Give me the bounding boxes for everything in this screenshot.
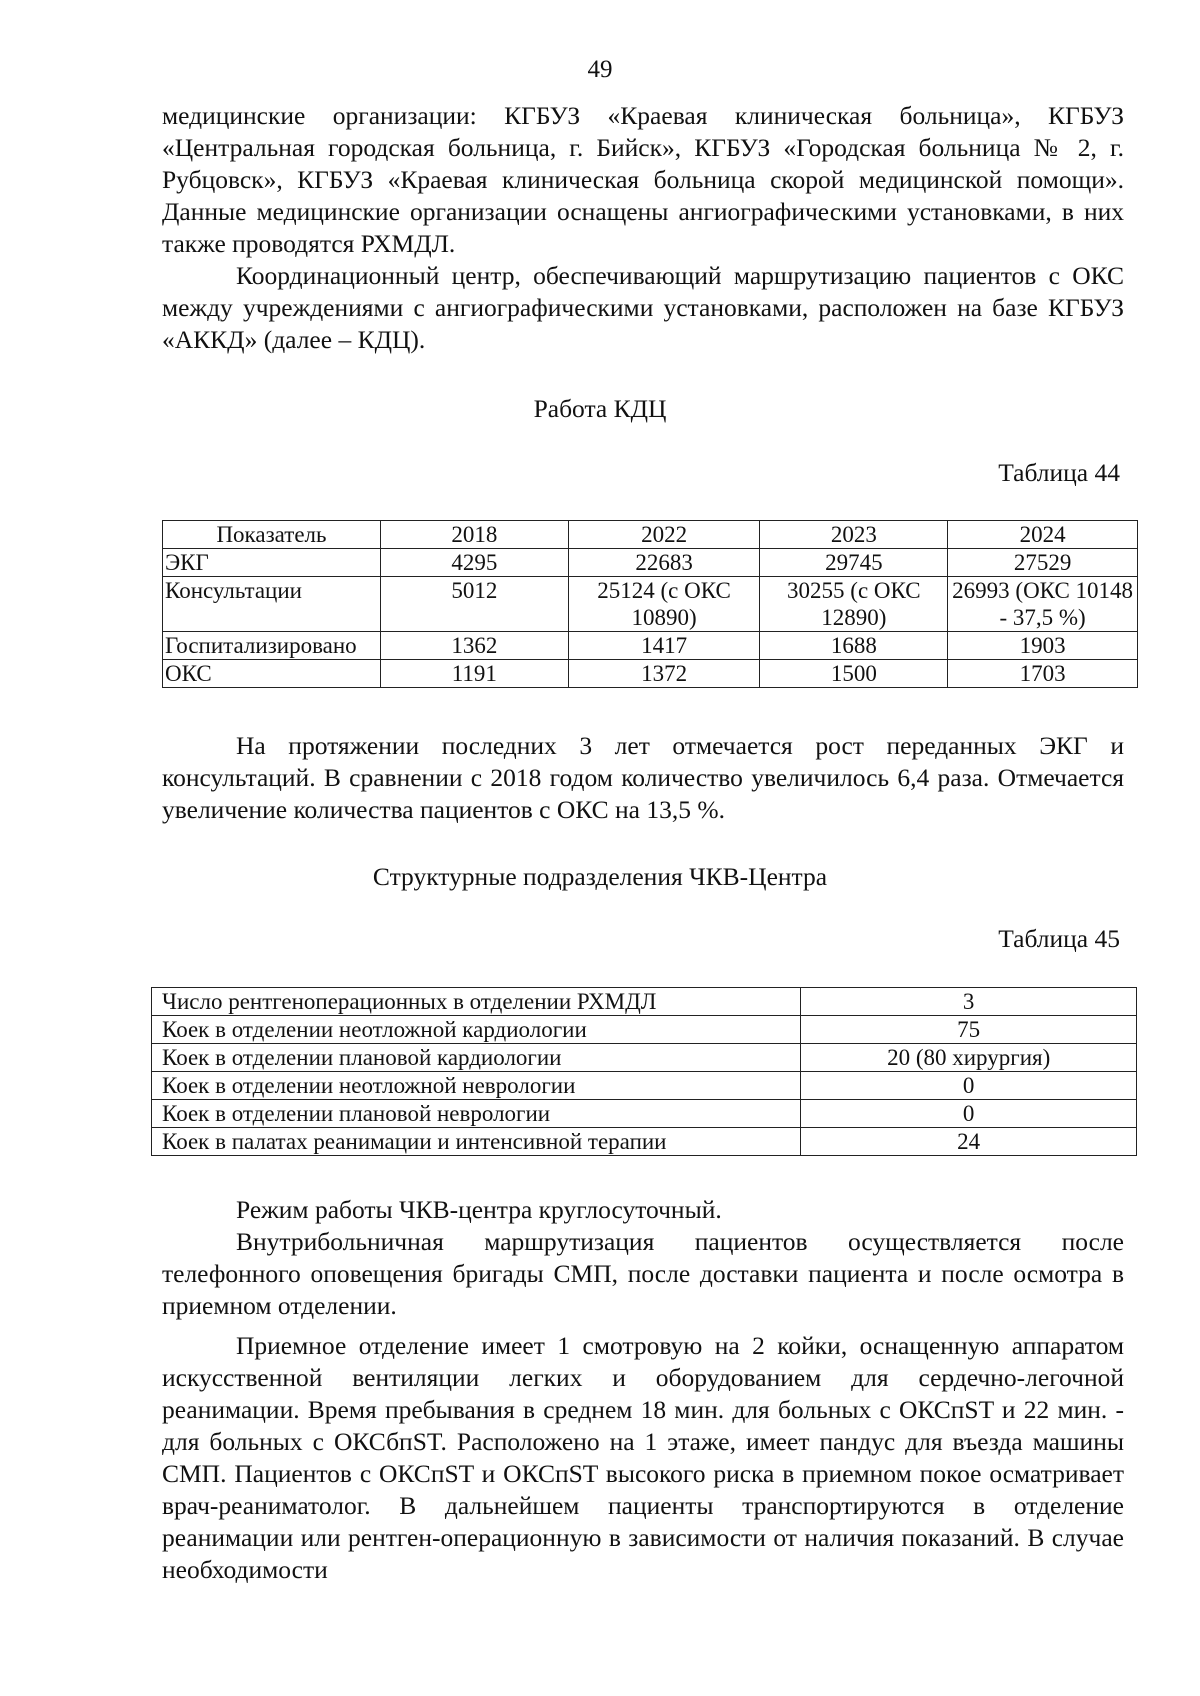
table-row bbox=[152, 1128, 1137, 1156]
table45-heading: Структурные подразделения ЧКВ-Центра bbox=[372, 862, 828, 891]
table-row bbox=[152, 988, 1137, 1016]
row-label: ОКС bbox=[163, 660, 381, 688]
row-label: Коек в отделении неотложной неврологии bbox=[152, 1072, 801, 1100]
table-row bbox=[163, 632, 1138, 660]
table-row bbox=[152, 1072, 1137, 1100]
table-cell: 25124 (с ОКС 10890) bbox=[568, 577, 760, 632]
header-cell: 2018 bbox=[380, 521, 568, 549]
table-44 bbox=[162, 520, 1138, 688]
table-row bbox=[163, 660, 1138, 688]
table-cell: 26993 (ОКС 10148 - 37,5 %) bbox=[948, 577, 1138, 632]
paragraph-organizations: медицинские организации: КГБУЗ «Краевая клиническая больница», КГБУЗ «Центральная городская больница, г. Бийск», КГБУЗ «Городская больница № 2, г. Рубцовск», КГБУЗ «Краевая клиническая больница скорой медицинской помощи». Данные медицинские организации оснащены ангиографическими установками, в них также проводятся РХМДЛ. bbox=[162, 101, 1124, 258]
page-number: 49 bbox=[587, 56, 613, 83]
table45-caption: Таблица 45 bbox=[998, 924, 1120, 953]
table-cell: 1500 bbox=[760, 660, 948, 688]
table-45 bbox=[151, 987, 1137, 1156]
header-cell: 2022 bbox=[568, 521, 760, 549]
table-cell: 4295 bbox=[380, 549, 568, 577]
row-label: Коек в отделении плановой неврологии bbox=[152, 1100, 801, 1128]
table-cell: 75 bbox=[801, 1016, 1137, 1044]
row-label: Консультации bbox=[163, 577, 381, 632]
table44-caption: Таблица 44 bbox=[998, 458, 1120, 487]
table-cell: 1903 bbox=[948, 632, 1138, 660]
table-cell: 1417 bbox=[568, 632, 760, 660]
table-cell: 0 bbox=[801, 1100, 1137, 1128]
table-cell: 1362 bbox=[380, 632, 568, 660]
header-cell: 2024 bbox=[948, 521, 1138, 549]
table-cell: 3 bbox=[801, 988, 1137, 1016]
row-label: ЭКГ bbox=[163, 549, 381, 577]
table-cell: 1688 bbox=[760, 632, 948, 660]
paragraph-growth: На протяжении последних 3 лет отмечается рост переданных ЭКГ и консультаций. В сравнении с 2018 годом количество увеличилось 6,4 раза. Отмечается увеличение количества пациентов с ОКС на 13,5 %. bbox=[162, 731, 1124, 824]
table-cell: 1703 bbox=[948, 660, 1138, 688]
paragraph-coordination-center: Координационный центр, обеспечивающий маршрутизацию пациентов с ОКС между учреждениями с ангиографическими установками, расположен на базе КГБУЗ «АККД» (далее – КДЦ). bbox=[162, 261, 1124, 354]
paragraph-admission: Приемное отделение имеет 1 смотровую на 2 койки, оснащенную аппаратом искусственной вентиляции легких и оборудованием для сердечно-легочной реанимации. Время пребывания в среднем 18 мин. для больных с ОКСпST и 22 мин. - для больных с ОКСбпST. Расположено на 1 этаже, имеет пандус для въезда машины СМП. Пациентов с ОКСпST и ОКСпST высокого риска в приемном покое осматривает врач-реаниматолог. В дальнейшем пациенты транспортируются в отделение реанимации или рентген-операционную в зависимости от наличия показаний. В случае необходимости bbox=[162, 1331, 1124, 1584]
row-label: Коек в отделении плановой кардиологии bbox=[152, 1044, 801, 1072]
paragraph-work-mode: Режим работы ЧКВ-центра круглосуточный. bbox=[236, 1195, 722, 1224]
table-cell: 27529 bbox=[948, 549, 1138, 577]
table-cell: 1372 bbox=[568, 660, 760, 688]
table-cell: 30255 (с ОКС 12890) bbox=[760, 577, 948, 632]
table-row bbox=[152, 1016, 1137, 1044]
table-row bbox=[163, 577, 1138, 632]
table-cell: 29745 bbox=[760, 549, 948, 577]
row-label: Коек в отделении неотложной кардиологии bbox=[152, 1016, 801, 1044]
table-cell: 0 bbox=[801, 1072, 1137, 1100]
paragraph-routing: Внутрибольничная маршрутизация пациентов осуществляется после телефонного оповещения бригады СМП, после доставки пациента и после осмотра в приемном отделении. bbox=[162, 1227, 1124, 1320]
header-cell: Показатель bbox=[163, 521, 381, 549]
table-cell: 1191 bbox=[380, 660, 568, 688]
table-cell: 20 (80 хирургия) bbox=[801, 1044, 1137, 1072]
table-cell: 5012 bbox=[380, 577, 568, 632]
row-label: Госпитализировано bbox=[163, 632, 381, 660]
table-row bbox=[163, 549, 1138, 577]
header-cell: 2023 bbox=[760, 521, 948, 549]
table-cell: 24 bbox=[801, 1128, 1137, 1156]
table-row bbox=[152, 1044, 1137, 1072]
table-row bbox=[152, 1100, 1137, 1128]
table-cell: 22683 bbox=[568, 549, 760, 577]
table44-heading: Работа КДЦ bbox=[533, 394, 667, 423]
row-label: Число рентгеноперационных в отделении РХМДЛ bbox=[152, 988, 801, 1016]
row-label: Коек в палатах реанимации и интенсивной терапии bbox=[152, 1128, 801, 1156]
table-header-row bbox=[163, 521, 1138, 549]
